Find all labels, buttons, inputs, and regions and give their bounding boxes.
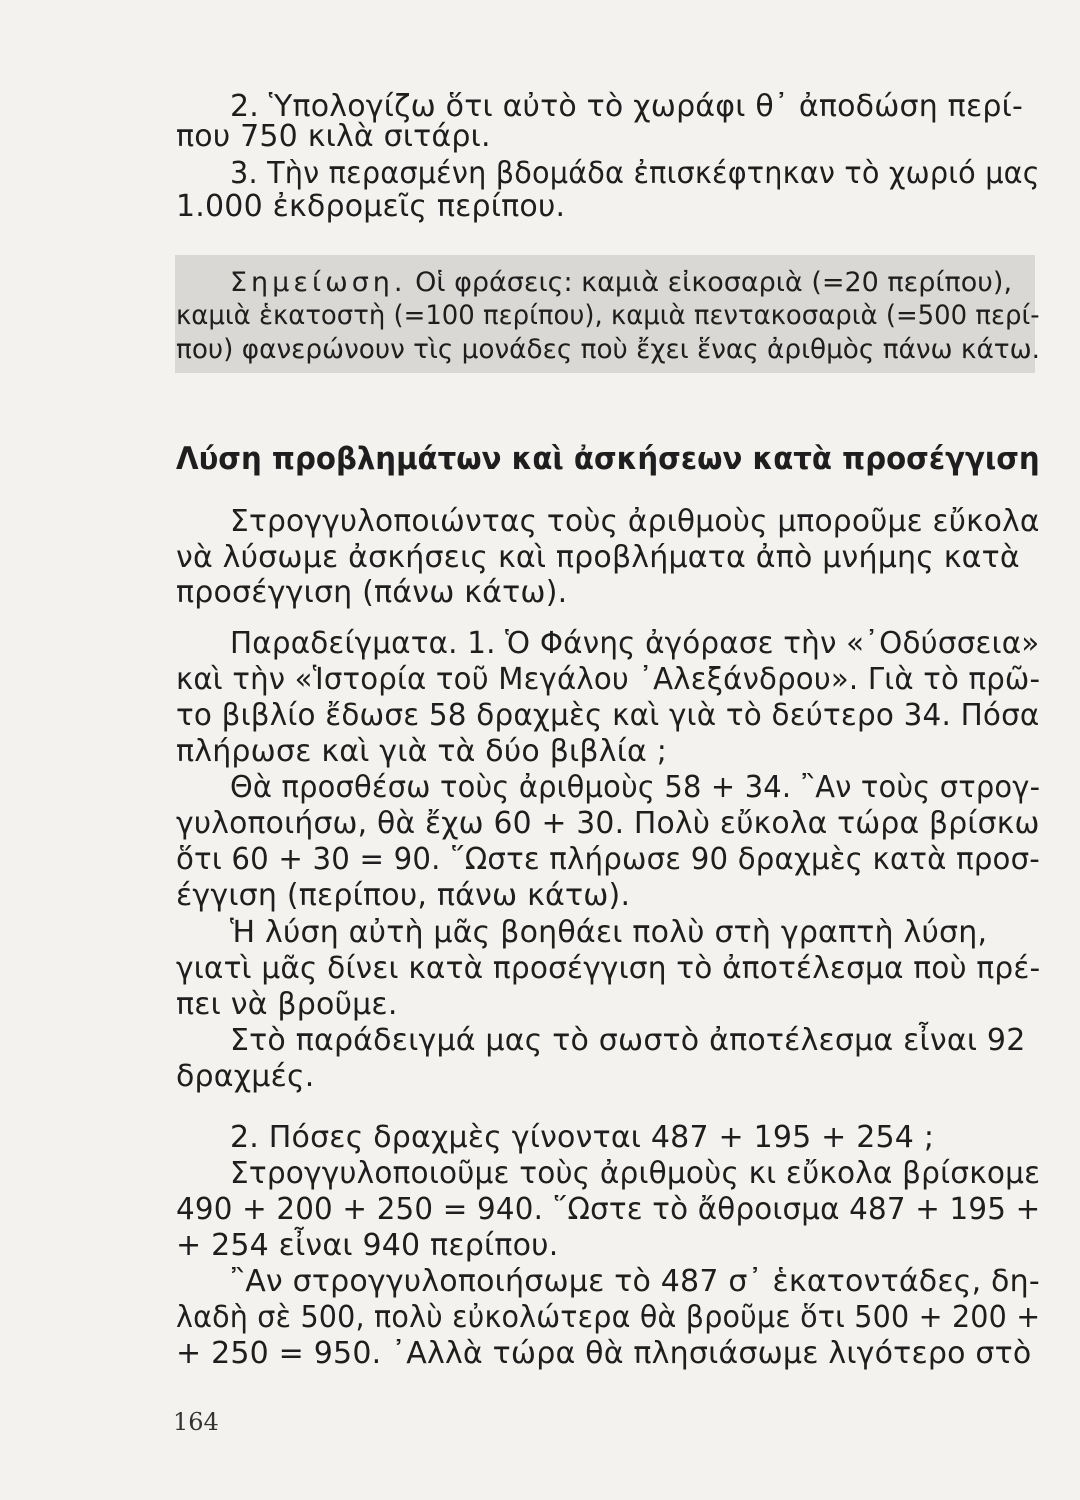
note-label: Σημείωση. xyxy=(230,267,407,298)
paragraph-4-line-3: πει νὰ βροῦμε. xyxy=(176,987,398,1022)
paragraph-6-line-1: 2. Πόσες δραχμὲς γίνονται 487 + 195 + 254 ; xyxy=(230,1120,935,1155)
paragraph-2-line-4: πλήρωσε καὶ γιὰ τὰ δύο βιβλία ; xyxy=(176,734,668,769)
paragraph-7-line-1: Στρογγυλοποιοῦμε τοὺς ἀριθμοὺς κι εὔκολα βρίσκομε xyxy=(230,1156,1041,1191)
list-item-3-line-2: 1.000 ἐκδρομεῖς περίπου. xyxy=(176,189,566,224)
note-line-2: καμιὰ ἑκατοστὴ (=100 περίπου), καμιὰ πεντακοσαριὰ (=500 περί- xyxy=(176,300,1040,331)
paragraph-8-line-1: ῍Αν στρογγυλοποιήσωμε τὸ 487 σ᾽ ἑκατοντάδες, δη- xyxy=(230,1264,1040,1299)
paragraph-2-line-2: καὶ τὴν «Ἱστορία τοῦ Μεγάλου ᾿Αλεξάνδρου». Γιὰ τὸ πρῶ- xyxy=(176,662,1041,697)
list-item-2-line-1: 2. Ὑπολογίζω ὅτι αὐτὸ τὸ χωράφι θ᾽ ἀποδώση περί- xyxy=(230,89,1023,124)
paragraph-3-line-4: έγγιση (περίπου, πάνω κάτω). xyxy=(176,878,631,913)
note-line-1 xyxy=(230,266,1012,300)
page-number: 164 xyxy=(173,1408,219,1436)
paragraph-1-line-3: προσέγγιση (πάνω κάτω). xyxy=(176,575,568,610)
note-line-3: που) φανερώνουν τὶς μονάδες ποὺ ἔχει ἕνας ἀριθμὸς πάνω κάτω. xyxy=(176,334,1040,365)
paragraph-3-line-1: Θὰ προσθέσω τοὺς ἀριθμοὺς 58 + 34. ῍Αν τοὺς στρογ- xyxy=(230,770,1041,805)
paragraph-7-line-3: + 254 εἶναι 940 περίπου. xyxy=(176,1228,559,1263)
paragraph-4-line-1: Ἡ λύση αὐτὴ μᾶς βοηθάει πολὺ στὴ γραπτὴ λύση, xyxy=(230,915,988,950)
paragraph-5-line-2: δραχμές. xyxy=(176,1059,315,1094)
paragraph-1-line-2: νὰ λύσωμε ἀσκήσεις καὶ προβλήματα ἀπὸ μνήμης κατὰ xyxy=(176,540,1020,575)
paragraph-4-line-2: γιατὶ μᾶς δίνει κατὰ προσέγγιση τὸ ἀποτέλεσμα ποὺ πρέ- xyxy=(176,951,1041,986)
note-line-1-text: Οἱ φράσεις: καμιὰ εἰκοσαριὰ (=20 περίπου), xyxy=(415,267,1013,298)
paragraph-7-line-2: 490 + 200 + 250 = 940. ῞Ωστε τὸ ἄθροισμα 487 + 195 + xyxy=(176,1192,1041,1227)
paragraph-8-line-2: λαδὴ σὲ 500, πολὺ εὐκολώτερα θὰ βροῦμε ὅτι 500 + 200 + xyxy=(176,1300,1041,1335)
paragraph-1-line-1: Στρογγυλοποιώντας τοὺς ἀριθμοὺς μποροῦμε εὔκολα xyxy=(230,504,1040,539)
paragraph-3-line-3: ὅτι 60 + 30 = 90. ῞Ωστε πλήρωσε 90 δραχμὲς κατὰ προσ- xyxy=(176,842,1041,877)
paragraph-8-line-3: + 250 = 950. ᾿Αλλὰ τώρα θὰ πλησιάσωμε λιγότερο στὸ xyxy=(176,1336,1032,1371)
paragraph-2-line-1: Παραδείγματα. 1. Ὁ Φάνης ἀγόρασε τὴν «᾿Οδύσσεια» xyxy=(230,626,1040,661)
list-item-2-line-2: που 750 κιλὰ σιτάρι. xyxy=(176,119,491,154)
paragraph-2-line-3: το βιβλίο ἔδωσε 58 δραχμὲς καὶ γιὰ τὸ δεύτερο 34. Πόσα xyxy=(176,698,1040,733)
list-item-3-line-1: 3. Τὴν περασμένη βδομάδα ἐπισκέφτηκαν τὸ χωριό μας xyxy=(230,156,1040,191)
section-heading: Λύση προβλημάτων καὶ ἀσκήσεων κατὰ προσέγγιση xyxy=(176,441,1040,477)
paragraph-3-line-2: γυλοποιήσω, θὰ ἔχω 60 + 30. Πολὺ εὔκολα τώρα βρίσκω xyxy=(176,806,1040,841)
paragraph-5-line-1: Στὸ παράδειγμά μας τὸ σωστὸ ἀποτέλεσμα εἶναι 92 xyxy=(230,1023,1026,1058)
